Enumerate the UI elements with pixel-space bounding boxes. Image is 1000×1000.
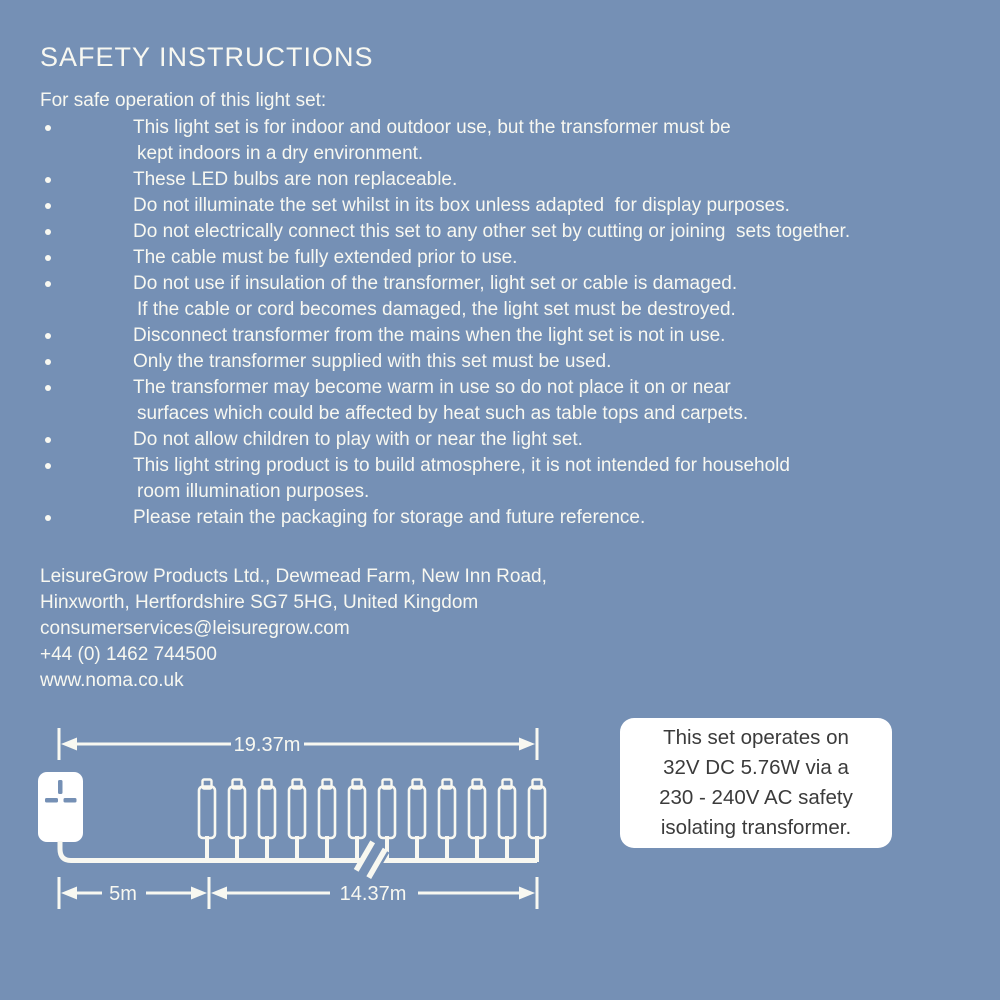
contact-website: www.noma.co.uk bbox=[40, 670, 184, 691]
safety-bullet-list bbox=[40, 115, 970, 531]
page-title: SAFETY INSTRUCTIONS bbox=[40, 42, 374, 72]
arrow-left-icon bbox=[61, 738, 77, 751]
bullet-item: The transformer may become warm in use so do not place it on or near bbox=[40, 375, 970, 401]
cable-break-icon bbox=[354, 840, 390, 880]
info-line: 32V DC 5.76W via a bbox=[663, 756, 849, 779]
bullet-item: Disconnect transformer from the mains when the light set is not in use. bbox=[40, 323, 970, 349]
bulb-icon bbox=[469, 780, 485, 863]
arrow-right-icon bbox=[191, 887, 207, 900]
arrow-left-icon bbox=[61, 887, 77, 900]
bullet-item: These LED bulbs are non replaceable. bbox=[40, 167, 970, 193]
lit-length-label: 14.37m bbox=[339, 883, 407, 905]
bulb-icon bbox=[499, 780, 515, 863]
contact-address-line: Hinxworth, Hertfordshire SG7 5HG, United Kingdom bbox=[40, 592, 479, 613]
bullet-item: Only the transformer supplied with this set must be used. bbox=[40, 349, 970, 375]
info-line: isolating transformer. bbox=[660, 816, 852, 839]
intro-text: For safe operation of this light set: bbox=[40, 90, 327, 111]
arrow-right-icon bbox=[519, 738, 535, 751]
bullet-item-continuation: room illumination purposes. bbox=[137, 481, 370, 502]
bullet-item: Do not use if insulation of the transformer, light set or cable is damaged. bbox=[40, 271, 970, 297]
bulb-icon bbox=[349, 780, 365, 863]
bulb-icon bbox=[289, 780, 305, 863]
bullet-item-continuation: surfaces which could be affected by heat such as table tops and carpets. bbox=[137, 403, 749, 424]
info-line: 230 - 240V AC safety bbox=[659, 786, 853, 809]
bullet-item: Please retain the packaging for storage and future reference. bbox=[40, 505, 970, 531]
power-info-box bbox=[620, 718, 892, 848]
arrow-left-icon bbox=[211, 887, 227, 900]
bulb-icon bbox=[409, 780, 425, 863]
total-length-label: 19.37m bbox=[233, 734, 301, 756]
bulb-icon bbox=[199, 780, 215, 863]
bulb-icon bbox=[259, 780, 275, 863]
contact-email: consumerservices@leisuregrow.com bbox=[40, 618, 350, 639]
light-string-diagram bbox=[30, 713, 575, 925]
info-line: This set operates on bbox=[663, 726, 849, 749]
bulb-icon bbox=[439, 780, 455, 863]
bullet-item: This light set is for indoor and outdoor use, but the transformer must be bbox=[40, 115, 970, 141]
contact-address-line: LeisureGrow Products Ltd., Dewmead Farm, New Inn Road, bbox=[40, 566, 547, 587]
contact-block bbox=[40, 564, 547, 694]
bullet-item: Do not allow children to play with or near the light set. bbox=[40, 427, 970, 453]
bulb-icon bbox=[229, 780, 245, 863]
bullet-item: Do not illuminate the set whilst in its box unless adapted for display purposes. bbox=[40, 193, 970, 219]
bullet-item-continuation: kept indoors in a dry environment. bbox=[137, 143, 424, 164]
contact-phone: +44 (0) 1462 744500 bbox=[40, 644, 217, 665]
bullet-item: The cable must be fully extended prior to use. bbox=[40, 245, 970, 271]
arrow-right-icon bbox=[519, 887, 535, 900]
bulb-icon bbox=[319, 780, 335, 863]
bullet-item: Do not electrically connect this set to any other set by cutting or joining sets together. bbox=[40, 219, 970, 245]
lead-length-label: 5m bbox=[109, 883, 137, 905]
bullet-item: This light string product is to build atmosphere, it is not intended for household bbox=[40, 453, 970, 479]
bulb-icon bbox=[529, 780, 545, 863]
plug-icon bbox=[38, 772, 83, 842]
bullet-item-continuation: If the cable or cord becomes damaged, the light set must be destroyed. bbox=[137, 299, 736, 320]
